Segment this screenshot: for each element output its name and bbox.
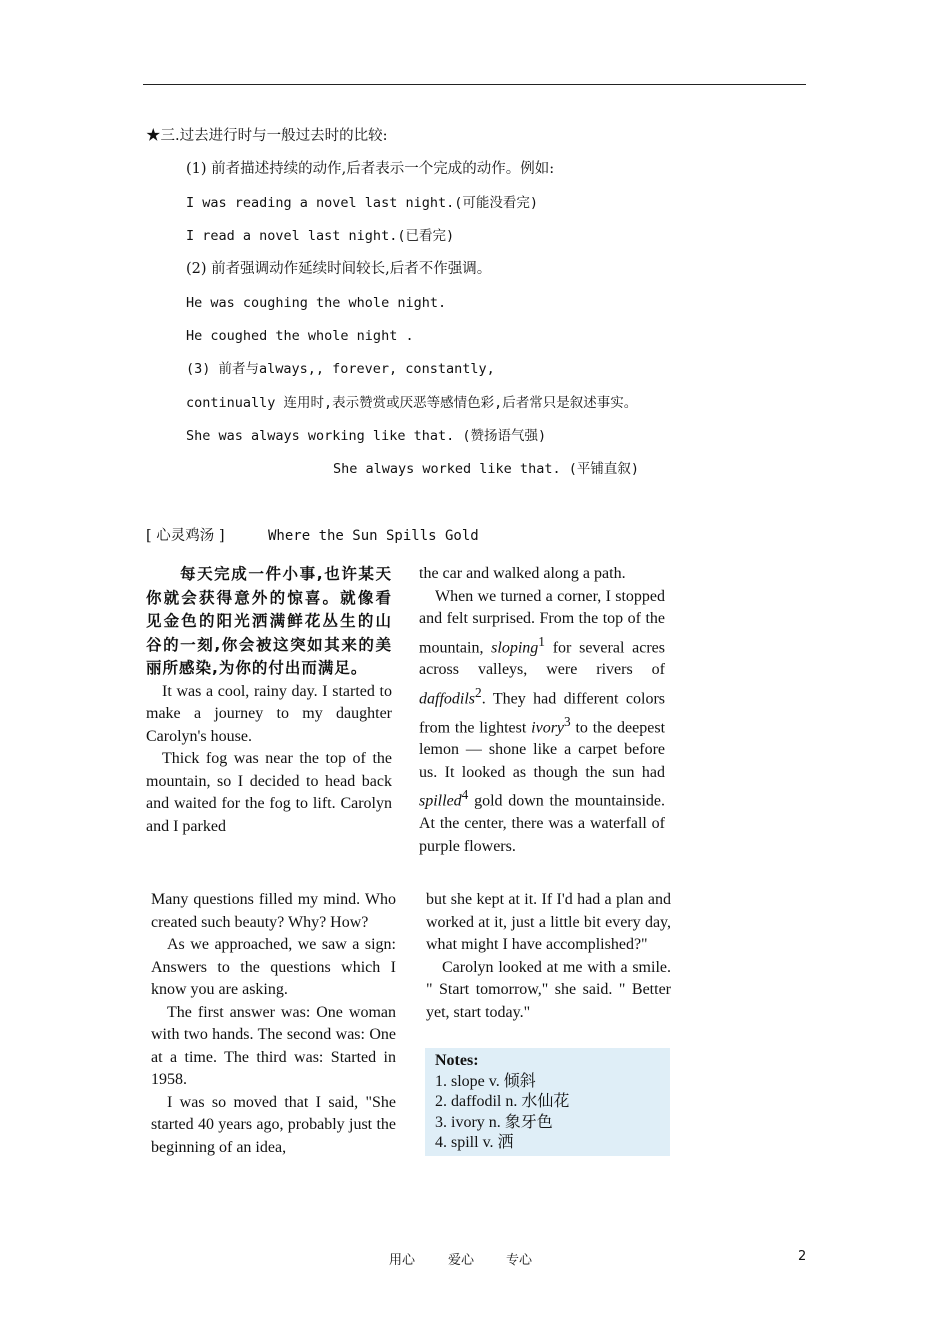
grammar-point-1: (1) 前者描述持续的动作,后者表示一个完成的动作。例如: (186, 161, 555, 177)
page-number: 2 (798, 1249, 807, 1264)
footer-slogan-1: 用心 (389, 1253, 416, 1268)
example-2b: He coughed the whole night . (186, 328, 414, 344)
story-paragraph: The first answer was: One woman with two hands. The second was: One at a time. The third was: Started in 1958. (151, 1003, 396, 1088)
glossed-word: sloping (491, 638, 539, 656)
grammar-point-3-cont: continually 连用时,表示赞赏或厌恶等感情色彩,后者常只是叙述事实。 (186, 395, 638, 411)
grammar-heading: ★三.过去进行时与一般过去时的比较: (146, 128, 388, 144)
glossed-word: daffodils (419, 690, 476, 708)
story-column-4 (426, 889, 671, 1024)
section-tag: [ 心灵鸡汤 ] (146, 528, 225, 544)
note-item: 1. slope v. 倾斜 (435, 1072, 536, 1090)
story-paragraph: Carolyn looked at me with a smile. " Start tomorrow," she said. " Better yet, start today." (426, 958, 671, 1021)
note-ref: 4 (461, 787, 469, 803)
example-1a: I was reading a novel last night.(可能没看完) (186, 195, 538, 211)
note-ref: 2 (475, 684, 482, 700)
story-paragraph: Thick fog was near the top of the mountain, so I decided to head back and waited for the fog to lift. Carolyn and I parked (146, 750, 392, 835)
story-column-2 (419, 563, 665, 858)
glossed-word: ivory (531, 718, 565, 736)
story-paragraph: I was so moved that I said, "She started 40 years ago, probably just the beginning of an idea, (151, 1093, 396, 1156)
text-span: to the deepest lemon — shone like a carpet before us. It looked as though the sun had (419, 718, 666, 781)
example-1b: I read a novel last night.(已看完) (186, 228, 455, 244)
story-column-1 (146, 563, 392, 838)
note-item: 2. daffodil n. 水仙花 (435, 1093, 570, 1110)
text-span: . They had different colors from the lightest (419, 690, 665, 736)
text-span: When we turned a corner, I stopped and felt surprised. From the top of the mountain, (419, 587, 665, 656)
text-span: gold down the mountainside. At the center, there was a waterfall of purple flowers. (419, 792, 666, 855)
text-span: for several acres across valleys, were rivers of (419, 638, 665, 679)
note-item: 3. ivory n. 象牙色 (435, 1113, 553, 1131)
story-intro-chinese: 每天完成一件小事,也许某天你就会获得意外的惊喜。就像看见金色的阳光洒满鲜花丛生的山谷的一刻,你会被这突如其来的美丽所感染,为你的付出而满足。 (146, 565, 392, 677)
note-ref: 3 (564, 713, 571, 729)
example-3b: She always worked like that. (平铺直叙) (333, 461, 639, 477)
story-paragraph: but she kept at it. If I'd had a plan and worked at it, just a little bit every day, what might I have accomplished?" (426, 891, 671, 953)
header-rule (143, 84, 806, 85)
story-paragraph: the car and walked along a path. (419, 565, 626, 582)
notes-box (425, 1048, 670, 1156)
footer-slogan-2: 爱心 (448, 1253, 475, 1268)
story-paragraph: Many questions filled my mind. Who created such beauty? Why? How? (151, 891, 396, 931)
story-paragraph: As we approached, we saw a sign: Answers to the questions which I know you are asking. (151, 936, 396, 998)
glossed-word: spilled (419, 792, 462, 810)
story-paragraph: It was a cool, rainy day. I started to make a journey to my daughter Carolyn's house. (146, 682, 392, 745)
story-title: Where the Sun Spills Gold (268, 528, 479, 544)
footer-slogan-3: 专心 (506, 1253, 533, 1268)
story-paragraph-daffodils (419, 586, 665, 859)
story-column-3 (151, 889, 396, 1159)
example-3a: She was always working like that. (赞扬语气强) (186, 428, 547, 444)
note-item: 4. spill v. 洒 (435, 1134, 514, 1151)
note-ref: 1 (538, 633, 545, 649)
notes-title: Notes: (435, 1052, 479, 1069)
grammar-point-2: (2) 前者强调动作延续时间较长,后者不作强调。 (186, 261, 492, 277)
example-2a: He was coughing the whole night. (186, 295, 447, 311)
grammar-point-3: (3) 前者与always,, forever, constantly, (186, 361, 495, 377)
